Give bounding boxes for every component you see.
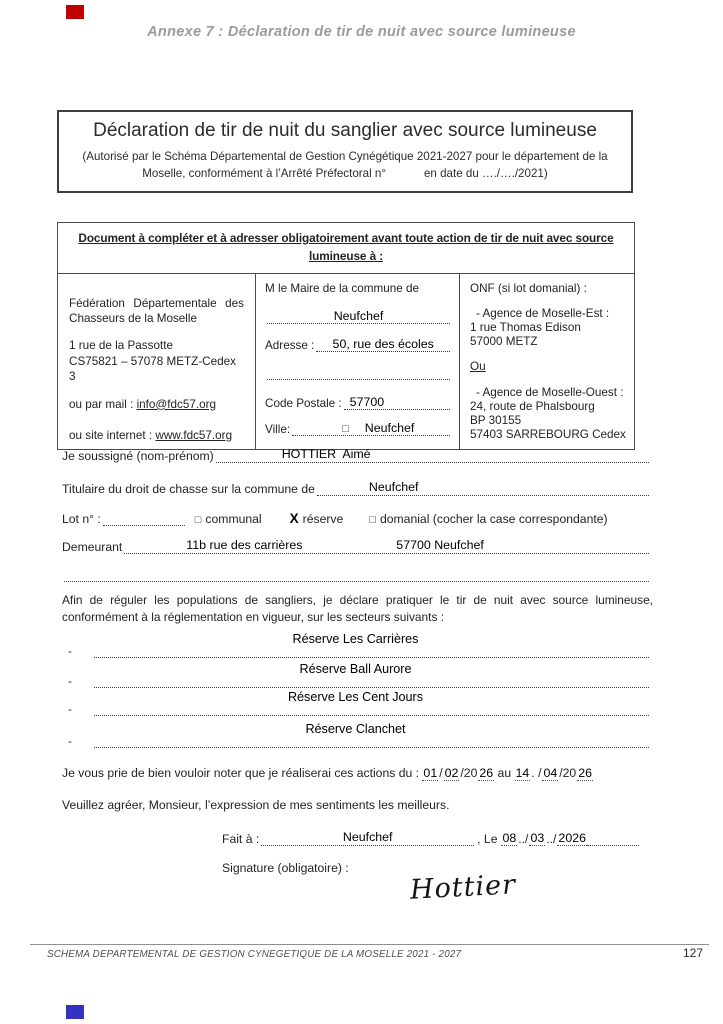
demeurant-value-street[interactable]: 11b rue des carrières — [186, 538, 303, 552]
date-sep: /20 — [559, 766, 577, 780]
adresse-field-line — [316, 338, 450, 352]
empty-dotted-row — [62, 567, 649, 582]
page-number: 127 — [682, 946, 703, 960]
federation-cell — [58, 274, 255, 449]
fait-trailing-dots — [587, 831, 639, 846]
site-link[interactable]: www.fdc57.org — [155, 429, 233, 443]
communal-label: communal — [205, 512, 262, 526]
from-month[interactable]: 02 — [444, 766, 459, 780]
list-dash: - — [68, 644, 72, 658]
reserve-item-1 — [62, 632, 649, 658]
fait-row — [222, 831, 639, 846]
reserve-line-3 — [62, 702, 649, 716]
onf-est-address1: 1 rue Thomas Edison — [470, 320, 581, 334]
handwritten-signature: Hottier — [409, 869, 517, 906]
site-prefix: ou site internet : — [69, 429, 156, 443]
fait-label: Fait à : — [222, 832, 260, 846]
domanial-label: domanial (cocher la case correspondante) — [379, 512, 608, 526]
adresse-extra-row — [265, 366, 450, 380]
domanial-checkbox[interactable]: □ — [369, 514, 376, 526]
to-month[interactable]: 04 — [543, 766, 558, 780]
mail-link[interactable]: info@fdc57.org — [136, 397, 217, 411]
reserve-dots-4 — [94, 737, 649, 748]
reserve-name-1[interactable]: Réserve Les Carrières — [292, 632, 419, 646]
ville-label: Ville: — [265, 422, 291, 436]
reserve-line-1 — [62, 644, 649, 658]
list-dash: - — [68, 674, 72, 688]
recipients-columns — [58, 274, 634, 449]
reserve-line-4 — [62, 734, 649, 748]
maire-cell — [255, 274, 460, 449]
ville-checkbox[interactable]: □ — [342, 422, 349, 435]
titulaire-line — [317, 481, 649, 496]
onf-ou — [470, 360, 628, 374]
le-label: , Le — [477, 832, 498, 846]
dates-au: au — [497, 766, 512, 780]
date-sep: /20 — [460, 766, 478, 780]
reserve-label: réserve — [302, 512, 344, 526]
from-day[interactable]: 01 — [423, 766, 438, 780]
adresse-extra-line — [267, 366, 450, 380]
red-corner-marker — [66, 5, 84, 19]
onf-est-address2: 57000 METZ — [470, 335, 538, 349]
demeurant-value-city[interactable]: 57700 Neufchef — [396, 538, 484, 552]
signature-label: Signature (obligatoire) : — [222, 861, 349, 875]
footer-divider — [30, 944, 709, 945]
onf-heading: ONF (si lot domanial) : — [470, 281, 587, 295]
mail-prefix: ou par mail : — [69, 397, 137, 411]
reserve-dots-1 — [94, 647, 649, 658]
commune-field-row — [265, 310, 450, 324]
adresse-label: Adresse : — [265, 338, 315, 352]
option-reserve — [290, 511, 344, 526]
subtitle-line2b: en date du …./…./2021) — [423, 166, 548, 180]
date-sep: / — [439, 766, 443, 780]
ville-fill — [342, 421, 414, 435]
recipients-box — [57, 222, 635, 450]
maire-heading: M le Maire de la commune de — [265, 281, 419, 295]
date-sep: ../ — [518, 832, 529, 846]
onf-ouest-address3: 57403 SARREBOURG Cedex — [470, 428, 626, 442]
reserve-checkbox-checked[interactable]: X — [289, 511, 299, 526]
soussigne-row — [62, 448, 649, 463]
commune-value[interactable]: Neufchef — [333, 308, 384, 323]
onf-ouest-address1: 24, route de Phalsbourg — [470, 399, 595, 413]
titulaire-row — [62, 481, 649, 496]
communal-checkbox[interactable]: □ — [194, 514, 202, 526]
fait-year[interactable]: 2026 — [558, 831, 586, 845]
footer-title: SCHEMA DEPARTEMENTAL DE GESTION CYNEGETIQUE DE LA MOSELLE 2021 - 2027 — [47, 949, 462, 960]
reserve-name-2[interactable]: Réserve Ball Aurore — [299, 662, 412, 676]
federation-address2: CS75821 – 57078 METZ-Cedex 3 — [69, 354, 236, 384]
recipients-box-header — [58, 223, 634, 274]
ville-value[interactable]: Neufchef — [364, 420, 415, 435]
maire-heading-row — [265, 282, 450, 295]
federation-mail-line — [69, 397, 244, 412]
onf-ouest-title: - Agence de Moselle-Ouest : — [476, 385, 624, 399]
demeurant-line — [124, 539, 649, 554]
declaration-paragraph: Afin de réguler les populations de sangliers, je déclare pratiquer le tir de nuit avec source lumineuse, conformément à la réglementation en vigueur, sur les secteurs suivants : — [62, 593, 653, 624]
reserve-item-2 — [62, 662, 649, 688]
commune-field-line — [267, 310, 450, 324]
title-box — [57, 110, 633, 193]
list-dash: - — [68, 702, 72, 716]
from-year[interactable]: 26 — [479, 766, 494, 780]
blue-corner-marker — [66, 1005, 84, 1019]
reserve-item-4 — [62, 722, 649, 748]
onf-cell — [460, 274, 634, 449]
adresse-field-row — [265, 338, 450, 352]
ville-line — [292, 422, 450, 436]
empty-dotted-line — [64, 567, 649, 582]
lot-label: Lot n° : — [62, 512, 101, 526]
reserve-dots-2 — [94, 677, 649, 688]
annexe-heading: Annexe 7 : Déclaration de tir de nuit avec source lumineuse — [147, 24, 576, 40]
lot-number-line — [103, 511, 185, 526]
option-communal — [195, 512, 262, 526]
code-postale-line — [344, 396, 450, 410]
soussigne-label: Je soussigné (nom-prénom) — [62, 449, 214, 463]
onf-est-title: - Agence de Moselle-Est : — [476, 306, 610, 320]
ville-row — [265, 422, 450, 436]
adresse-value[interactable]: 50, rue des écoles — [332, 336, 434, 351]
titulaire-value[interactable]: Neufchef — [368, 480, 419, 494]
fait-place-line — [261, 831, 474, 846]
federation-name: Fédération Départementale des Chasseurs de la Moselle — [69, 296, 244, 325]
federation-site-line — [69, 428, 244, 443]
fait-day[interactable]: 08 — [502, 831, 517, 845]
date-sep: . / — [531, 766, 542, 780]
code-postale-row — [265, 396, 450, 410]
demeurant-label: Demeurant — [62, 540, 123, 554]
soussigne-line — [216, 448, 649, 463]
federation-address1: 1 rue de la Passotte — [69, 339, 173, 353]
list-dash: - — [68, 734, 72, 748]
code-postale-label: Code Postale : — [265, 396, 342, 410]
dates-prefix: Je vous prie de bien vouloir noter que je réaliserai ces actions du : — [62, 766, 420, 780]
reserve-item-3 — [62, 690, 649, 716]
document-title: Déclaration de tir de nuit du sanglier avec source lumineuse — [93, 120, 597, 141]
option-domanial — [369, 512, 607, 526]
fait-place-value[interactable]: Neufchef — [342, 830, 393, 844]
soussigne-value[interactable]: HOTTIER Aimé — [281, 447, 371, 461]
fait-month[interactable]: 03 — [530, 831, 545, 845]
action-dates-line — [62, 766, 593, 780]
reserve-name-4[interactable]: Réserve Clanchet — [305, 722, 406, 736]
lot-row — [62, 511, 649, 526]
reserve-dots-3 — [94, 705, 649, 716]
reserve-name-3[interactable]: Réserve Les Cent Jours — [287, 690, 424, 704]
closing-sentence: Veuillez agréer, Monsieur, l’expression de mes sentiments les meilleurs. — [62, 798, 450, 812]
to-day[interactable]: 14 — [515, 766, 530, 780]
titulaire-label: Titulaire du droit de chasse sur la commune de — [62, 482, 315, 496]
date-sep: ../ — [546, 832, 557, 846]
onf-ou-text: Ou — [470, 360, 486, 374]
recipients-box-header-text: Document à compléter et à adresser obligatoirement avant toute action de tir de nuit avec source lumineuse à : — [78, 231, 614, 264]
subtitle-line2a: Moselle, conformément à l’Arrêté Préfectoral n° — [142, 166, 386, 180]
demeurant-row — [62, 539, 649, 554]
code-postale-value[interactable]: 57700 — [349, 394, 385, 409]
subtitle-line1: (Autorisé par le Schéma Départemental de Gestion Cynégétique 2021-2027 pour le département de la — [82, 150, 608, 163]
reserve-line-2 — [62, 674, 649, 688]
document-subtitle — [59, 149, 631, 183]
to-year[interactable]: 26 — [578, 766, 593, 780]
onf-ouest-address2: BP 30155 — [470, 413, 522, 427]
